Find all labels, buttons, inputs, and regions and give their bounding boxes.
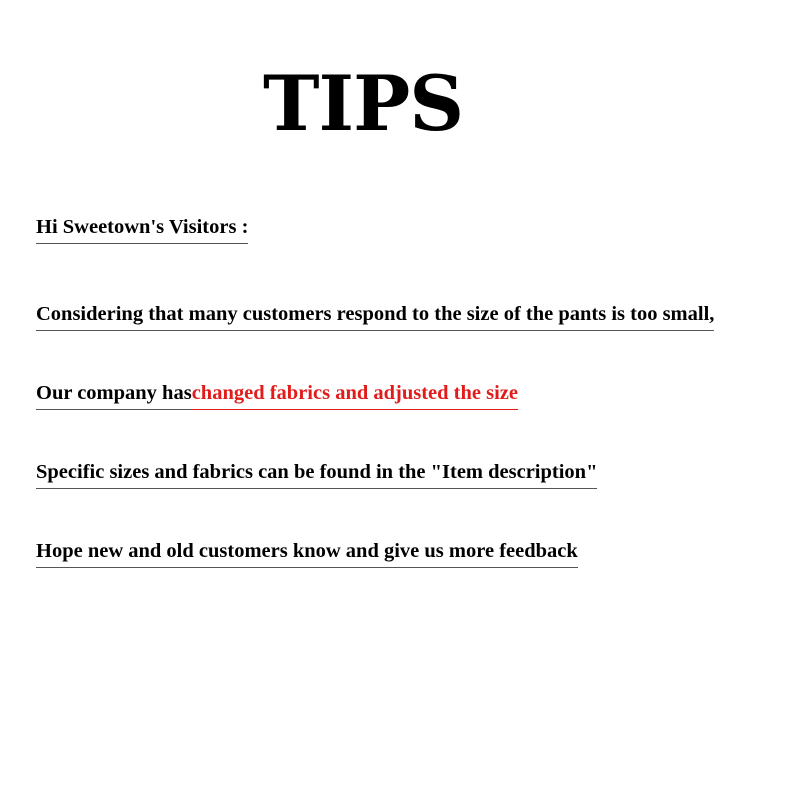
company-change-prefix: Our company has: [36, 380, 192, 410]
size-complaint-line: Considering that many customers respond to the size of the pants is too small,: [36, 301, 714, 331]
item-description-line: Specific sizes and fabrics can be found in the "Item description": [36, 459, 597, 489]
page-title: TIPS: [263, 59, 464, 148]
company-change-line: [36, 380, 518, 409]
feedback-line: Hope new and old customers know and give us more feedback: [36, 538, 578, 568]
greeting-line: Hi Sweetown's Visitors :: [36, 214, 248, 244]
company-change-highlight: changed fabrics and adjusted the size: [192, 380, 518, 410]
